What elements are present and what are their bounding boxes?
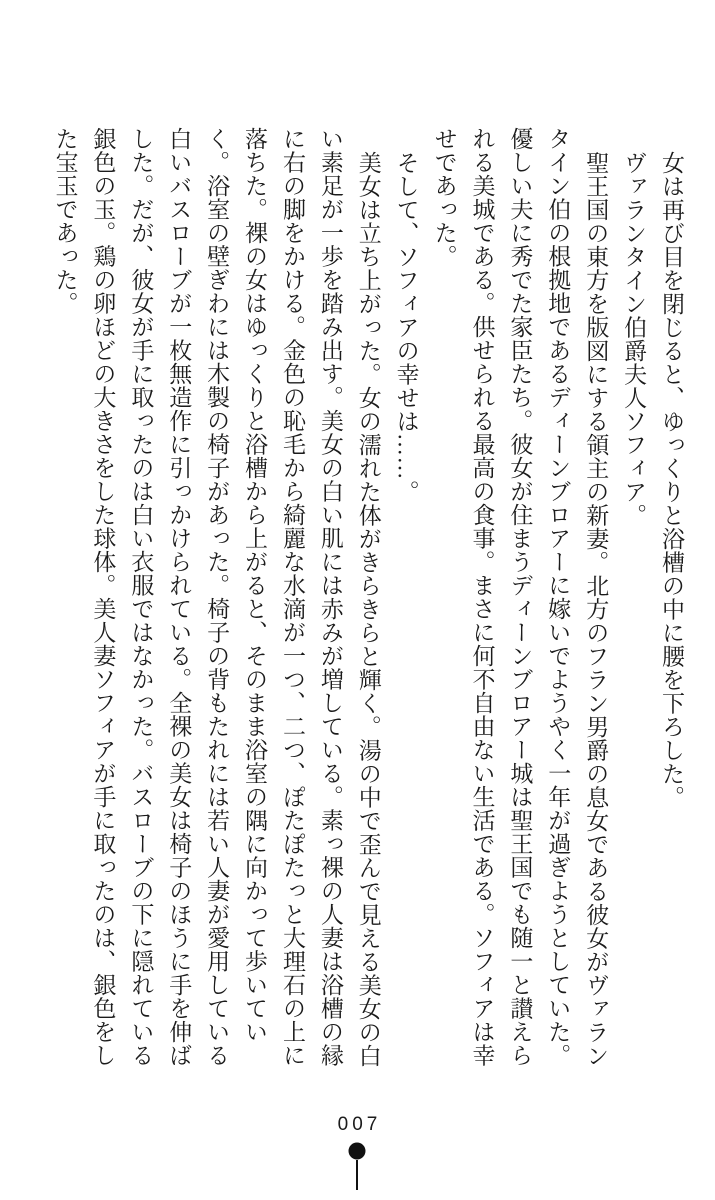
- paragraph: 聖王国の東方を版図にする領主の新妻。北方のフラン男爵の息女である彼女がヴァランタイン伯の根拠地であるディーンブロアーに嫁いでようやく一年が過ぎようとしていた。優しい夫に秀でた家臣たち。彼女が住まうディーンブロアー城は聖王国でも随一と讃えられる美城である。供せられる最高の食事。まさに何不自由ない生活である。ソフィアは幸せであった。: [431, 127, 609, 1068]
- paragraph: 女は再び目を閉じると、ゆっくりと浴槽の中に腰を下ろした。: [659, 151, 684, 809]
- vertical-text-block: [45, 127, 690, 1068]
- paragraph: ヴァランタイン伯爵夫人ソフィア。: [621, 151, 647, 527]
- paragraph: そして、ソフィアの幸せは……。: [393, 151, 419, 504]
- circle-pin-ornament-icon: [346, 1141, 368, 1193]
- page-number: 007: [337, 1114, 382, 1135]
- paragraph: 美女は立ち上がった。女の濡れた体がきらきらと輝く。湯の中で歪んで見える美女の白い素足が一歩を踏み出す。美女の白い肌には赤みが増している。素っ裸の人妻は浴槽の縁に右の脚をかける。金色の恥毛から綺麗な水滴が一つ、二つ、ぽたぽたっと大理石の上に落ちた。裸の女はゆっくりと浴槽から上がると、そのまま浴室の隅に向かって歩いていく。浴室の壁ぎわには木製の椅子があった。椅子の背もたれには若い人妻が愛用している白いバスローブが一枚無造作に引っかけられている。全裸の美女は椅子のほうに手を伸ばした。だが、彼女が手に取ったのは白い衣服ではなかった。バスローブの下に隠れている銀色の玉。鶏の卵ほどの大きさをした球体。美人妻ソフィアが手に取ったのは、銀色をした宝玉であった。: [52, 127, 381, 1068]
